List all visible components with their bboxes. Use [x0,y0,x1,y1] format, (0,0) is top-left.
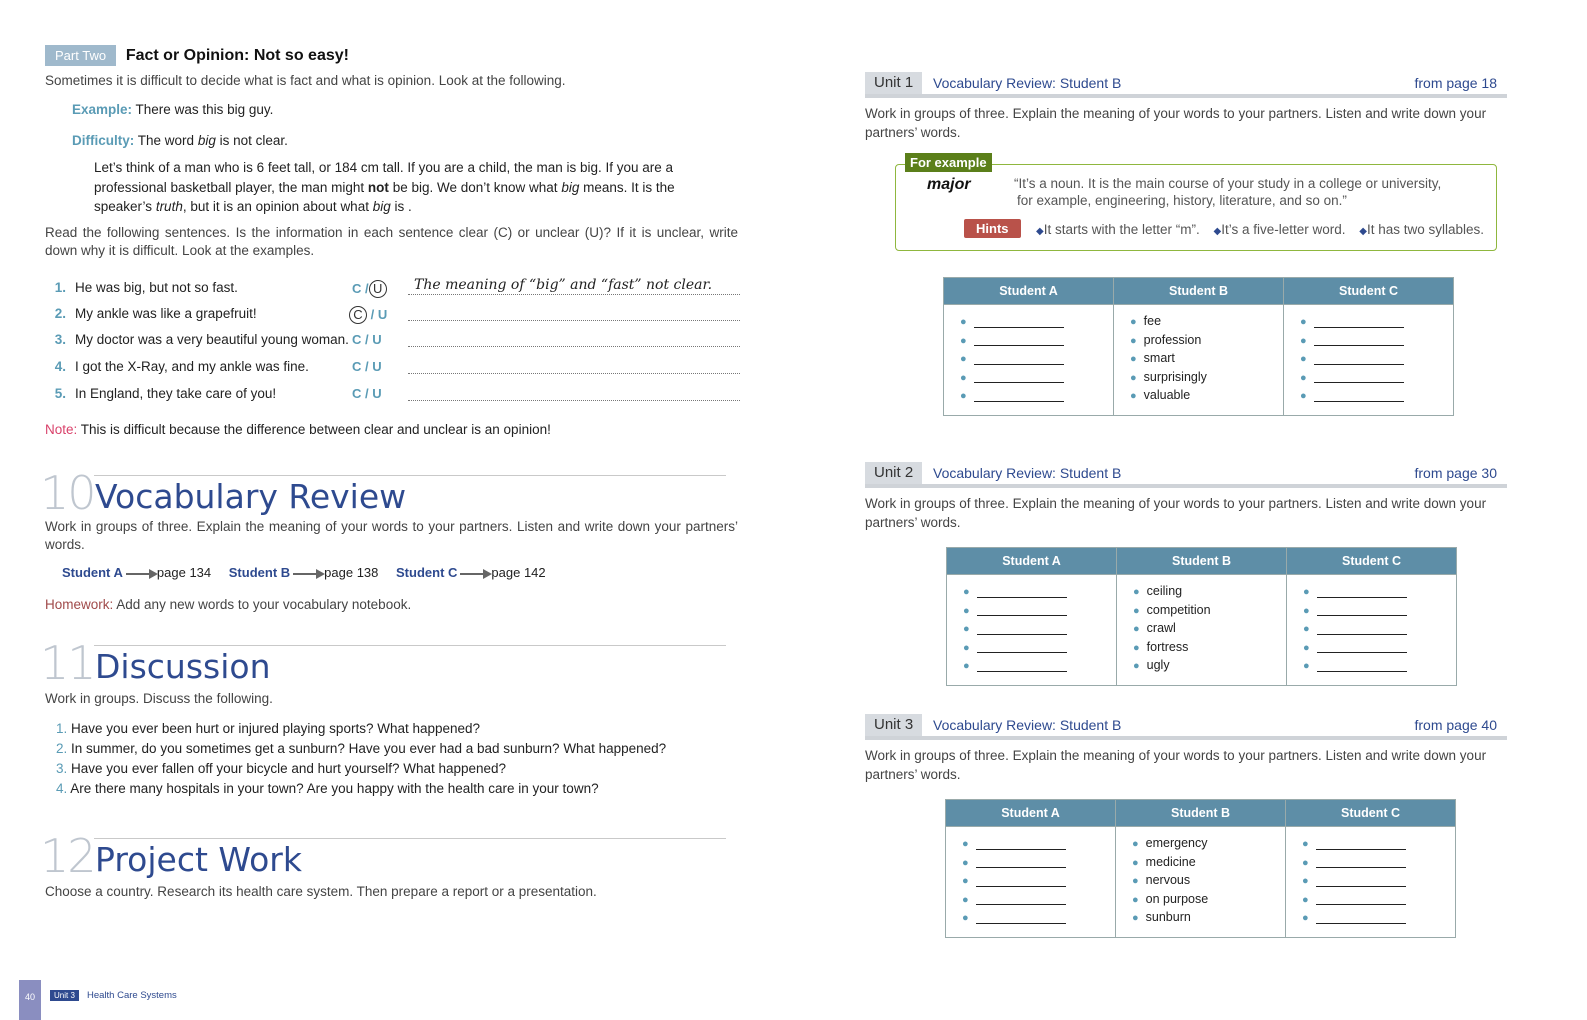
choice-slash: / [365,281,369,296]
page-number: 40 [19,980,41,1020]
word-blank[interactable] [1316,912,1406,924]
difficulty-line [72,132,288,150]
vocab-word: valuable [1143,388,1191,402]
unit-1-header [865,72,1507,98]
answer-line[interactable] [408,320,740,321]
part-two-header [45,45,349,66]
unit-title: Vocabulary Review: Student B [933,717,1122,733]
homework-text: Add any new words to your vocabulary notebook. [116,597,412,612]
student-a-blanks: ● ● ● ● ● [946,827,1116,938]
word-blank[interactable] [1316,838,1406,850]
section-10-rule [94,475,726,476]
col-header-student-b: Student B [1114,278,1284,305]
section-11-rule [94,645,726,646]
item-num: 1. [56,721,68,736]
unit-badge: Unit 1 [865,72,922,94]
clear-unclear-choice[interactable] [352,332,382,347]
part-two-badge: Part Two [45,45,116,66]
unit-3-header [865,714,1507,740]
choice-slash: / [370,307,375,322]
word-blank[interactable] [1317,586,1407,598]
choice-c[interactable]: C [352,281,362,296]
word-blank[interactable] [1314,353,1404,365]
section-11-number: 11 [40,636,95,690]
ref-student-c: Student C [396,565,458,580]
word-blank[interactable] [974,334,1064,346]
item-text: Are there many hospitals in your town? Are you happy with the health care in your town? [70,781,599,796]
sentence-num: 3. [54,332,66,347]
for-example-tag: For example [905,153,992,172]
item-text: In summer, do you sometimes get a sunburn? Have you ever had a bad sunburn? What happened? [71,741,667,756]
section-12-title: Project Work [95,840,302,879]
difficulty-pre: The word [137,133,195,148]
explain-line-3 [94,197,734,217]
explain-text: means. It is the [583,179,675,195]
unit-2-text: Work in groups of three. Explain the meaning of your words to your partners. Listen and write down your partners’ words. [865,496,1487,530]
sentence-num: 4. [54,359,66,374]
arrow-right-icon [126,573,154,575]
word-blank[interactable] [977,586,1067,598]
word-blank[interactable] [1317,660,1407,672]
item-num: 3. [56,761,68,776]
word-blank[interactable] [1316,875,1406,887]
diamond-icon: ◆ [1036,226,1044,237]
student-a-blanks: ● ● ● ● ● [947,575,1117,686]
item-num: 4. [56,781,68,796]
choice-c[interactable]: C [352,332,362,347]
list-item [56,739,666,759]
unit-title: Vocabulary Review: Student B [933,75,1122,91]
word-blank[interactable] [977,641,1067,653]
col-header-student-a: Student A [944,278,1114,305]
sentence-text: In England, they take care of you! [75,386,277,401]
example-label: Example: [72,102,133,117]
col-header-student-c: Student C [1284,278,1454,305]
choice-slash: / [365,359,369,374]
difficulty-label: Difficulty: [72,133,135,148]
item-num: 2. [56,741,68,756]
difficulty-post: is not clear. [219,133,288,148]
sentence-row [52,386,740,406]
student-c-blanks: ● ● ● ● ● [1286,827,1456,938]
footer-title: Health Care Systems [87,990,177,1001]
explain-big: big [561,179,580,195]
col-header-student-b: Student B [1117,548,1287,575]
sentence-row [52,306,740,326]
section-12-number: 12 [40,829,95,883]
choice-u[interactable]: U [377,307,388,322]
section-12-text: Choose a country. Research its health care system. Then prepare a report or a presentation. [45,884,597,899]
section-11-intro: Work in groups. Discuss the following. [45,691,273,706]
answer-line[interactable] [408,294,740,295]
vocab-word: fee [1143,314,1162,328]
vocab-word: crawl [1146,621,1176,635]
student-b-words: ● emergency ● medicine ● nervous ● on purpose ● sunburn [1116,827,1286,938]
unit-1-text: Work in groups of three. Explain the meaning of your words to your partners. Listen and write down your partners’ words. [865,106,1487,140]
word-blank[interactable] [1317,641,1407,653]
word-blank[interactable] [1317,604,1407,616]
homework-label: Homework: [45,597,114,612]
clear-unclear-choice[interactable] [349,306,387,324]
word-blank[interactable] [977,604,1067,616]
clear-unclear-choice[interactable] [352,359,382,374]
ref-page-b[interactable]: page 138 [324,565,379,580]
sentence-text: My doctor was a very beautiful young woman. [75,332,349,347]
word-blank[interactable] [976,875,1066,887]
choice-u-circled[interactable]: U [369,280,387,298]
vocab-word: nervous [1145,873,1191,887]
explain-big: big [372,199,391,214]
unit-from-page[interactable]: from page 30 [1414,465,1497,481]
sentence-text: My ankle was like a grapefruit! [75,306,257,321]
example-line [72,101,273,119]
col-header-student-b: Student B [1116,800,1286,827]
choice-u[interactable]: U [372,386,382,401]
hint-text: It’s a five-letter word. [1221,222,1346,237]
example-definition [1014,176,1494,209]
item-text: Have you ever fallen off your bicycle and hurt yourself? What happened? [71,761,507,776]
vocab-word: sunburn [1145,910,1191,924]
word-blank[interactable] [1316,856,1406,868]
definition-line: for example, engineering, history, literature, and so on.” [1017,192,1347,208]
choice-c-circled[interactable]: C [349,306,367,324]
unit-1-vocab-table [943,277,1454,416]
word-blank[interactable] [977,623,1067,635]
word-blank[interactable] [1314,334,1404,346]
section-11-title: Discussion [95,647,271,686]
choice-slash: / [365,386,369,401]
example-word: major [927,176,971,193]
part-two-intro: Sometimes it is difficult to decide what is fact and what is opinion. Look at the following. [45,73,566,88]
vocab-word: fortress [1146,639,1189,654]
word-blank[interactable] [974,371,1064,383]
choice-u[interactable]: U [372,359,382,374]
word-blank[interactable] [976,856,1066,868]
vocab-word: smart [1143,351,1175,365]
explain-line-2 [94,178,734,198]
sentence-text: He was big, but not so fast. [75,280,238,295]
diamond-icon: ◆ [1213,226,1222,237]
ref-page-a[interactable]: page 134 [156,565,212,580]
explain-text: speaker’s [94,199,153,214]
explain-text: be big. We don’t know what [392,179,558,195]
hints-badge: Hints [964,219,1021,238]
arrow-right-icon [293,573,321,575]
col-header-student-a: Student A [946,800,1116,827]
vocab-word: on purpose [1145,891,1209,906]
vocab-word: medicine [1145,854,1196,869]
word-blank[interactable] [974,316,1064,328]
clear-unclear-choice[interactable] [352,280,387,298]
example-text: There was this big guy. [135,102,274,117]
list-item [56,759,666,779]
section-10-text: Work in groups of three. Explain the meaning of your words to your partners. Listen and write down your partners’ words. [45,519,738,552]
answer-line[interactable] [408,373,740,374]
ref-student-b: Student B [228,565,291,580]
answer-line[interactable] [408,400,740,401]
choice-slash: / [365,332,369,347]
sentence-num: 2. [54,306,66,321]
hints-list [1036,222,1484,237]
section-10-number: 10 [40,466,95,520]
sentence-row [52,277,740,300]
list-item [56,779,666,799]
student-b-words: ● ceiling ● competition ● crawl ● fortress ● ugly [1117,575,1287,686]
word-blank[interactable] [976,912,1066,924]
unit-from-page[interactable]: from page 40 [1414,717,1497,733]
explain-not: not [367,179,389,195]
homework-line [45,596,411,614]
section-10-title: Vocabulary Review [95,477,407,516]
sentence-row [52,332,740,352]
unit-2-vocab-table [946,547,1457,686]
diamond-icon: ◆ [1359,226,1367,237]
sentence-num: 1. [54,280,66,295]
student-c-blanks: ● ● ● ● ● [1287,575,1457,686]
unit-from-page[interactable]: from page 18 [1414,75,1497,91]
vocab-word: emergency [1145,836,1208,850]
explain-text: , but it is an opinion about what [182,199,369,214]
discussion-list [56,719,666,799]
word-blank[interactable] [1317,623,1407,635]
student-a-blanks: ● ● ● ● ● [944,305,1114,416]
sentence-text: I got the X-Ray, and my ankle was fine. [75,359,309,374]
unit-badge: Unit 2 [865,462,922,484]
student-c-blanks: ● ● ● ● ● [1284,305,1454,416]
part-two-title: Fact or Opinion: Not so easy! [125,47,349,64]
note-text: This is difficult because the difference between clear and unclear is an opinion! [80,422,551,437]
unit-badge: Unit 3 [865,714,922,736]
difficulty-word: big [197,133,216,148]
unit-2-header [865,462,1507,488]
sentence-row [52,359,740,379]
sentence-instructions: Read the following sentences. Is the information in each sentence clear (C) or unclear (U)? If it is unclear, write down why it is difficult. Look at the examples. [45,225,738,258]
section-12-rule [94,838,726,839]
clear-unclear-choice[interactable] [352,386,382,401]
vocab-page-refs [62,564,546,582]
list-item [56,719,666,739]
explain-text: professional basketball player, the man might [94,179,365,195]
word-blank[interactable] [974,390,1064,402]
word-blank[interactable] [1314,371,1404,383]
hint-text: It has two syllables. [1366,222,1485,237]
word-blank[interactable] [974,353,1064,365]
word-blank[interactable] [1314,316,1404,328]
student-b-words: ● fee ● profession ● smart ● surprisingly ● valuable [1114,305,1284,416]
word-blank[interactable] [1316,893,1406,905]
difficulty-explanation [94,158,734,217]
arrow-right-icon [460,573,488,575]
unit-title: Vocabulary Review: Student B [933,465,1122,481]
handwritten-answer: The meaning of “big” and “fast” not clear. [414,277,713,293]
choice-c[interactable]: C [352,386,362,401]
col-header-student-c: Student C [1287,548,1457,575]
hint-text: It starts with the letter “m”. [1043,222,1200,237]
choice-c[interactable]: C [352,359,362,374]
word-blank[interactable] [976,838,1066,850]
ref-page-c[interactable]: page 142 [491,565,546,580]
footer-unit-badge: Unit 3 [50,990,79,1001]
note-label: Note: [45,422,78,437]
note-line [45,421,551,439]
col-header-student-c: Student C [1286,800,1456,827]
sentence-num: 5. [54,386,66,401]
explain-text: is . [394,199,412,214]
item-text: Have you ever been hurt or injured playing sports? What happened? [71,721,481,736]
explain-truth: truth [155,199,183,214]
definition-line: “It’s a noun. It is the main course of your study in a college or university, [1014,176,1442,191]
explain-line-1: Let’s think of a man who is 6 feet tall, or 184 cm tall. If you are a child, the man is big. If you are a [94,160,674,175]
vocab-word: ceiling [1146,584,1183,598]
word-blank[interactable] [1314,390,1404,402]
ref-student-a: Student A [62,565,123,580]
col-header-student-a: Student A [947,548,1117,575]
choice-u[interactable]: U [372,332,382,347]
vocab-word: ugly [1146,658,1170,672]
word-blank[interactable] [976,893,1066,905]
vocab-word: competition [1146,602,1211,617]
word-blank[interactable] [977,660,1067,672]
answer-line[interactable] [408,346,740,347]
unit-3-text: Work in groups of three. Explain the meaning of your words to your partners. Listen and write down your partners’ words. [865,748,1487,782]
vocab-word: profession [1143,332,1202,347]
unit-3-vocab-table [945,799,1456,938]
vocab-word: surprisingly [1143,369,1207,384]
